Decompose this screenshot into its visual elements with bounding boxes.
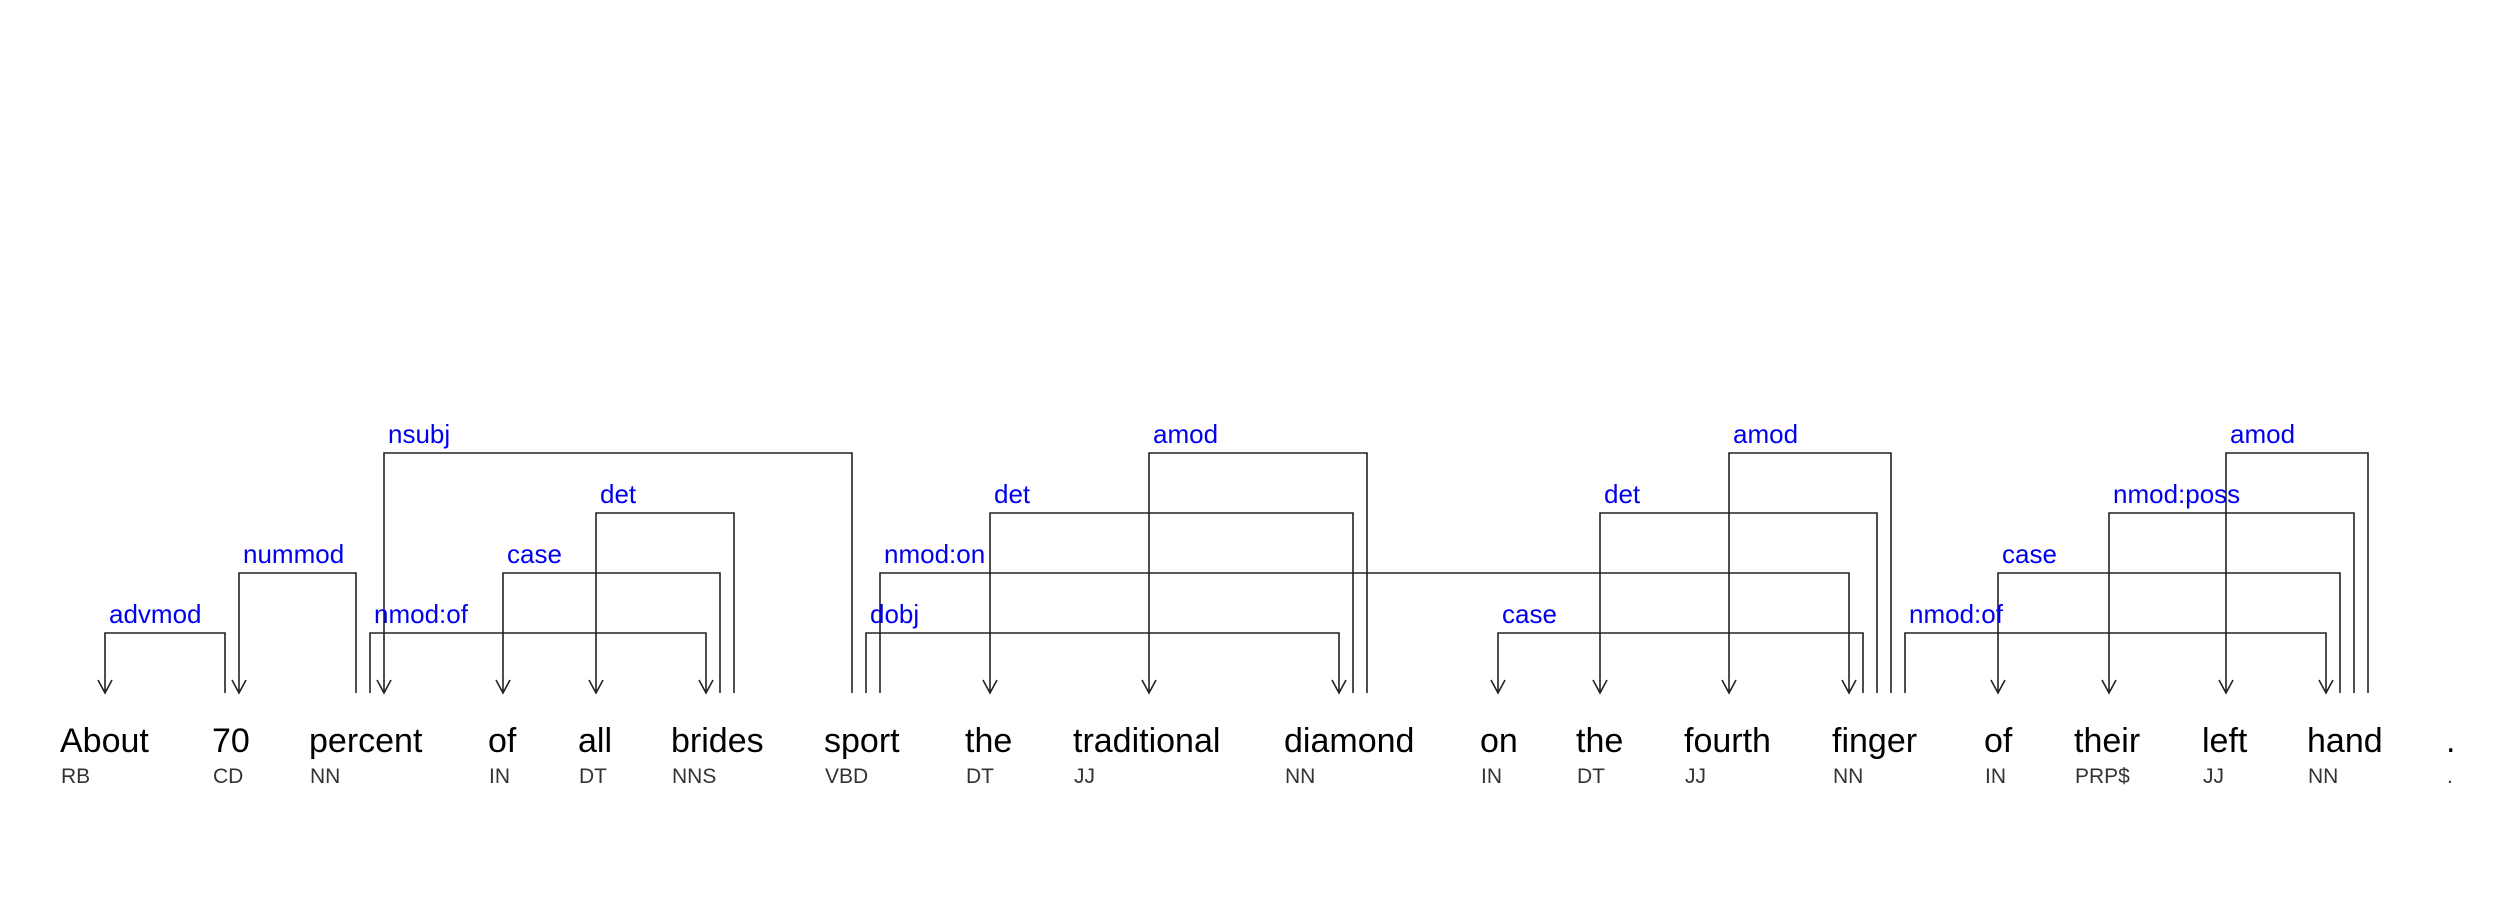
token-pos-tag: NN (310, 765, 341, 788)
dependency-arc (370, 633, 706, 693)
dependency-arc (239, 573, 356, 693)
token-pos-tag: DT (1577, 765, 1605, 788)
token-pos-tag: IN (1481, 765, 1502, 788)
dependency-label: amod (1153, 419, 1219, 449)
token-word: their (2074, 722, 2141, 760)
token-word: finger (1832, 722, 1918, 760)
token-pos-tag: VBD (825, 765, 869, 788)
dependency-labels (109, 419, 2295, 629)
dependency-arc (1600, 513, 1877, 693)
dependency-label: case (2002, 539, 2057, 569)
dependency-arc (990, 513, 1353, 693)
token-pos-tag: NN (1833, 765, 1864, 788)
token-pos-tag: JJ (1074, 765, 1095, 788)
token-word: hand (2307, 722, 2383, 760)
token-pos-tag: CD (213, 765, 244, 788)
token-word: fourth (1684, 722, 1771, 760)
token-pos-tag: PRP$ (2075, 765, 2130, 788)
token-word: . (2446, 722, 2456, 760)
token-row (60, 722, 2455, 788)
token-word: diamond (1284, 722, 1415, 760)
dependency-arc (2109, 513, 2354, 693)
dependency-label: det (600, 479, 637, 509)
token-word: on (1480, 722, 1518, 760)
token-pos-tag: JJ (1685, 765, 1706, 788)
token-word: left (2202, 722, 2248, 760)
dependency-label: case (507, 539, 562, 569)
dependency-label: advmod (109, 599, 202, 629)
token-pos-tag: NN (2308, 765, 2339, 788)
token-word: all (578, 722, 613, 760)
dependency-label: det (994, 479, 1031, 509)
dependency-label: nummod (243, 539, 345, 569)
token-word: the (965, 722, 1013, 760)
dependency-label: amod (1733, 419, 1799, 449)
token-word: of (1984, 722, 2013, 760)
token-word: of (488, 722, 517, 760)
dependency-arc (596, 513, 734, 693)
dependency-arc (1905, 633, 2326, 693)
token-pos-tag: DT (966, 765, 994, 788)
token-pos-tag: DT (579, 765, 607, 788)
token-pos-tag: NNS (672, 765, 717, 788)
token-pos-tag: RB (61, 765, 91, 788)
dependency-arc (1498, 633, 1863, 693)
dependency-arcs (98, 453, 2368, 693)
dependency-arc (866, 633, 1339, 693)
token-word: traditional (1073, 722, 1221, 760)
token-word: About (60, 722, 149, 760)
dependency-label: case (1502, 599, 1557, 629)
token-pos-tag: IN (489, 765, 510, 788)
dependency-label: nmod:of (374, 599, 468, 629)
dependency-label: nmod:poss (2113, 479, 2241, 509)
dependency-label: nmod:of (1909, 599, 2003, 629)
token-pos-tag: . (2447, 765, 2453, 788)
dependency-label: nmod:on (884, 539, 986, 569)
dependency-label: nsubj (388, 419, 451, 449)
token-word: brides (671, 722, 764, 760)
dependency-arc (105, 633, 225, 693)
token-pos-tag: NN (1285, 765, 1316, 788)
dependency-label: amod (2230, 419, 2296, 449)
token-word: 70 (212, 722, 250, 760)
dependency-label: det (1604, 479, 1641, 509)
token-pos-tag: JJ (2203, 765, 2224, 788)
token-word: sport (824, 722, 900, 760)
dependency-label: dobj (870, 599, 920, 629)
token-pos-tag: IN (1985, 765, 2006, 788)
token-word: the (1576, 722, 1624, 760)
token-word: percent (309, 722, 423, 760)
